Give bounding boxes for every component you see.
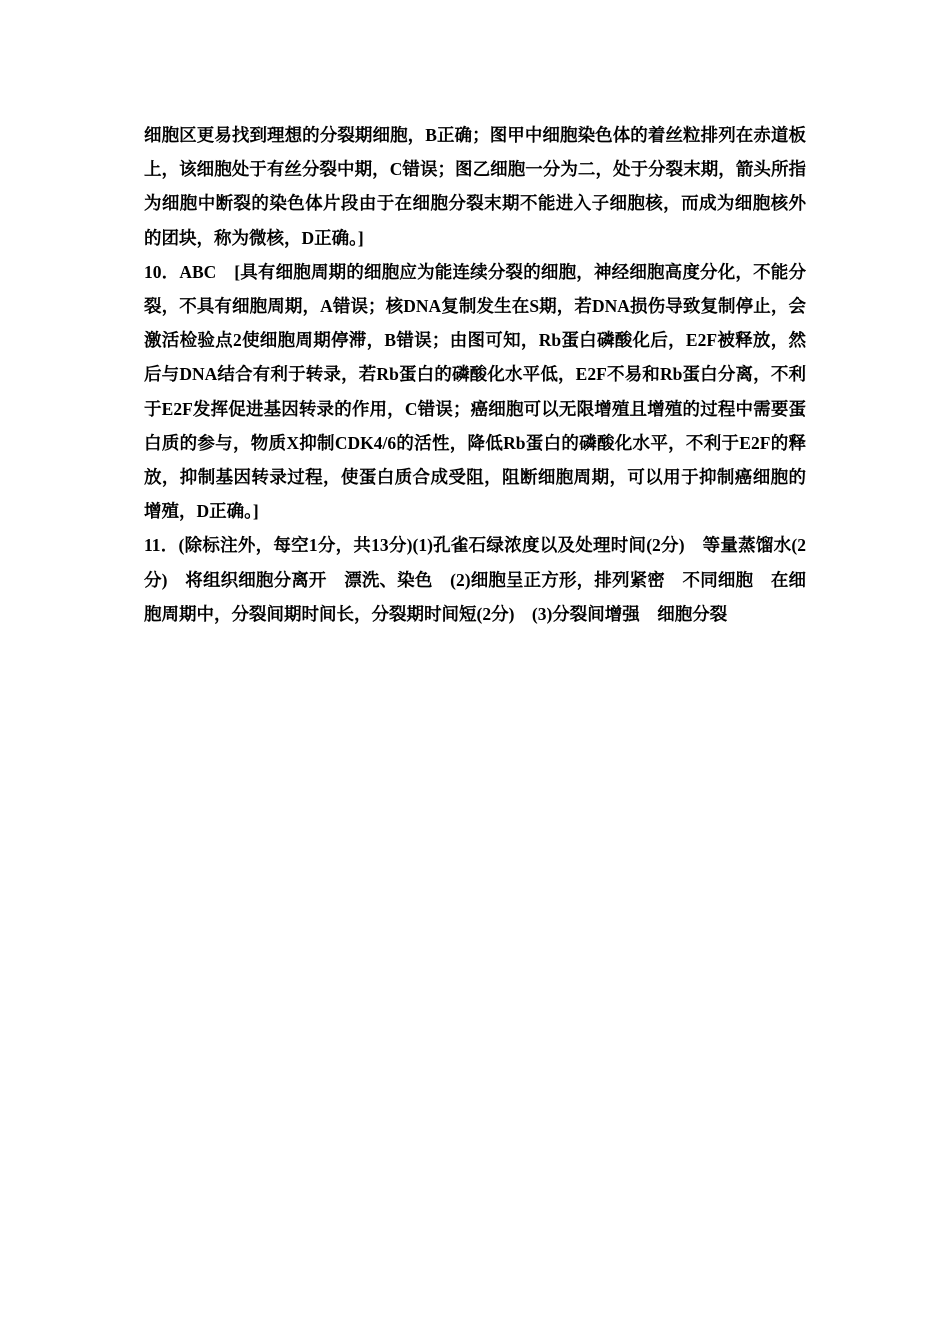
- answer-text-block: [144, 118, 806, 631]
- answer-11: 11．(除标注外，每空1分，共13分)(1)孔雀石绿浓度以及处理时间(2分) 等量蒸馏水(2分) 将组织细胞分离开 漂洗、染色 (2)细胞呈正方形，排列紧密 不同细胞 在细胞周期中，分裂间期时间长，分裂期时间短(2分) (3)分裂间增强 细胞分裂: [144, 535, 806, 624]
- answer-9-continuation: 细胞区更易找到理想的分裂期细胞，B正确；图甲中细胞染色体的着丝粒排列在赤道板上，该细胞处于有丝分裂中期，C错误；图乙细胞一分为二，处于分裂末期，箭头所指为细胞中断裂的染色体片段由于在细胞分裂末期不能进入子细胞核，而成为细胞核外的团块，称为微核，D正确。]: [144, 125, 806, 248]
- answer-10: 10．ABC [具有细胞周期的细胞应为能连续分裂的细胞，神经细胞高度分化，不能分裂，不具有细胞周期，A错误；核DNA复制发生在S期，若DNA损伤导致复制停止，会激活检验点2使细胞周期停滞，B错误；由图可知，Rb蛋白磷酸化后，E2F被释放，然后与DNA结合有利于转录，若Rb蛋白的磷酸化水平低，E2F不易和Rb蛋白分离，不利于E2F发挥促进基因转录的作用，C错误；癌细胞可以无限增殖且增殖的过程中需要蛋白质的参与，物质X抑制CDK4/6的活性，降低Rb蛋白的磷酸化水平，不利于E2F的释放，抑制基因转录过程，使蛋白质合成受阻，阻断细胞周期，可以用于抑制癌细胞的增殖，D正确。]: [144, 261, 806, 522]
